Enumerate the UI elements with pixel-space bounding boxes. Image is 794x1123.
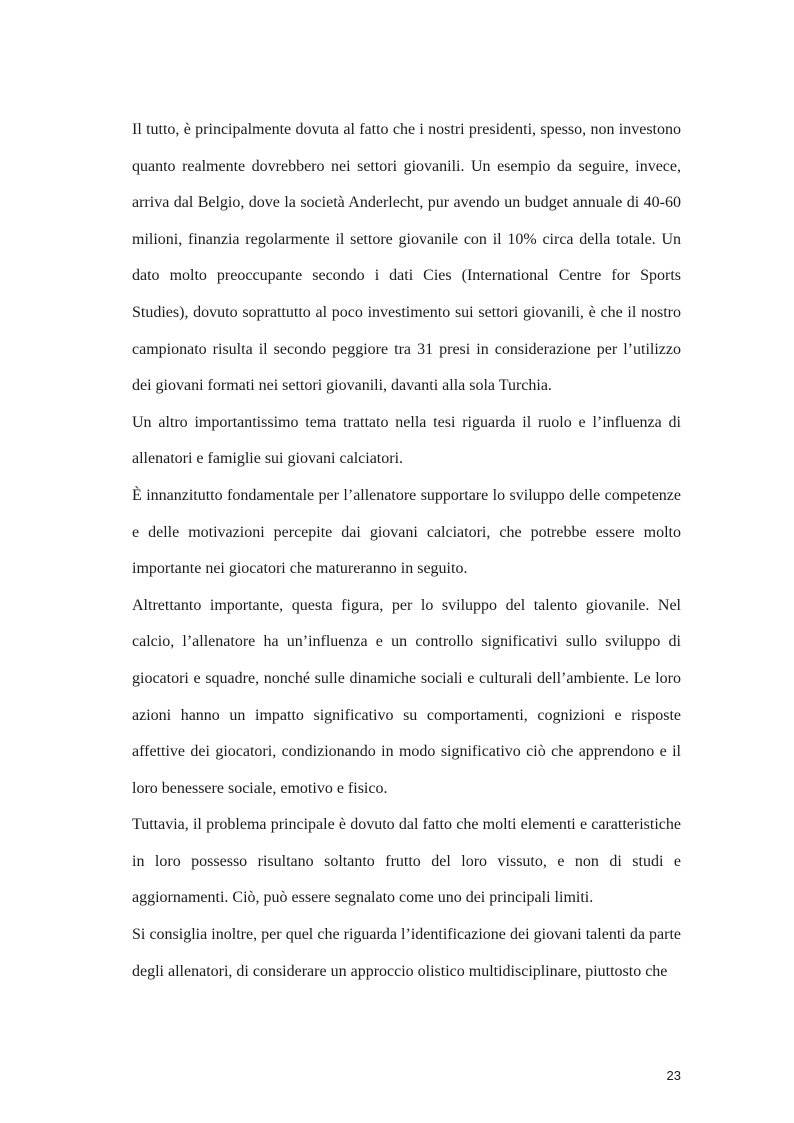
paragraph: Il tutto, è principalmente dovuta al fatto che i nostri presidenti, spesso, non investono quanto realmente dovrebbero nei settori giovanili. Un esempio da seguire, invece, arriva dal Belgio, dove la società Anderlecht, pur avendo un budget annuale di 40-60 milioni, finanzia regolarmente il settore giovanile con il 10% circa della totale. Un dato molto preoccupante secondo i dati Cies (International Centre for Sports Studies), dovuto soprattutto al poco investimento sui settori giovanili, è che il nostro campionato risulta il secondo peggiore tra 31 presi in considerazione per l’utilizzo dei giovani formati nei settori giovanili, davanti alla sola Turchia. — [132, 121, 681, 395]
paragraph: È innanzitutto fondamentale per l’allenatore supportare lo sviluppo delle competenze e delle motivazioni percepite dai giovani calciatori, che potrebbe essere molto importante nei giocatori che matureranno in seguito. — [132, 486, 681, 578]
paragraph: Tuttavia, il problema principale è dovuto dal fatto che molti elementi e caratteristiche in loro possesso risultano soltanto frutto del loro vissuto, e non di studi e aggiornamenti. Ciò, può essere segnalato come uno dei principali limiti. — [132, 816, 681, 907]
page-number: 23 — [666, 1068, 681, 1083]
paragraph: Altrettanto importante, questa figura, per lo sviluppo del talento giovanile. Nel calcio, l’allenatore ha un’influenza e un controllo significativi sullo sviluppo di giocatori e squadre, nonché sulle dinamiche sociali e culturali dell’ambiente. Le loro azioni hanno un impatto significativo su comportamenti, cognizioni e risposte affettive dei giocatori, condizionando in modo significativo ciò che apprendono e il loro benessere sociale, emotivo e fisico. — [132, 596, 681, 797]
paragraph: Un altro importantissimo tema trattato nella tesi riguarda il ruolo e l’influenza di allenatori e famiglie sui giovani calciatori. — [132, 413, 681, 468]
body-text — [132, 112, 681, 990]
paragraph: Si consiglia inoltre, per quel che riguarda l’identificazione dei giovani talenti da parte degli allenatori, di considerare un approccio olistico multidisciplinare, piuttosto che — [132, 926, 681, 980]
